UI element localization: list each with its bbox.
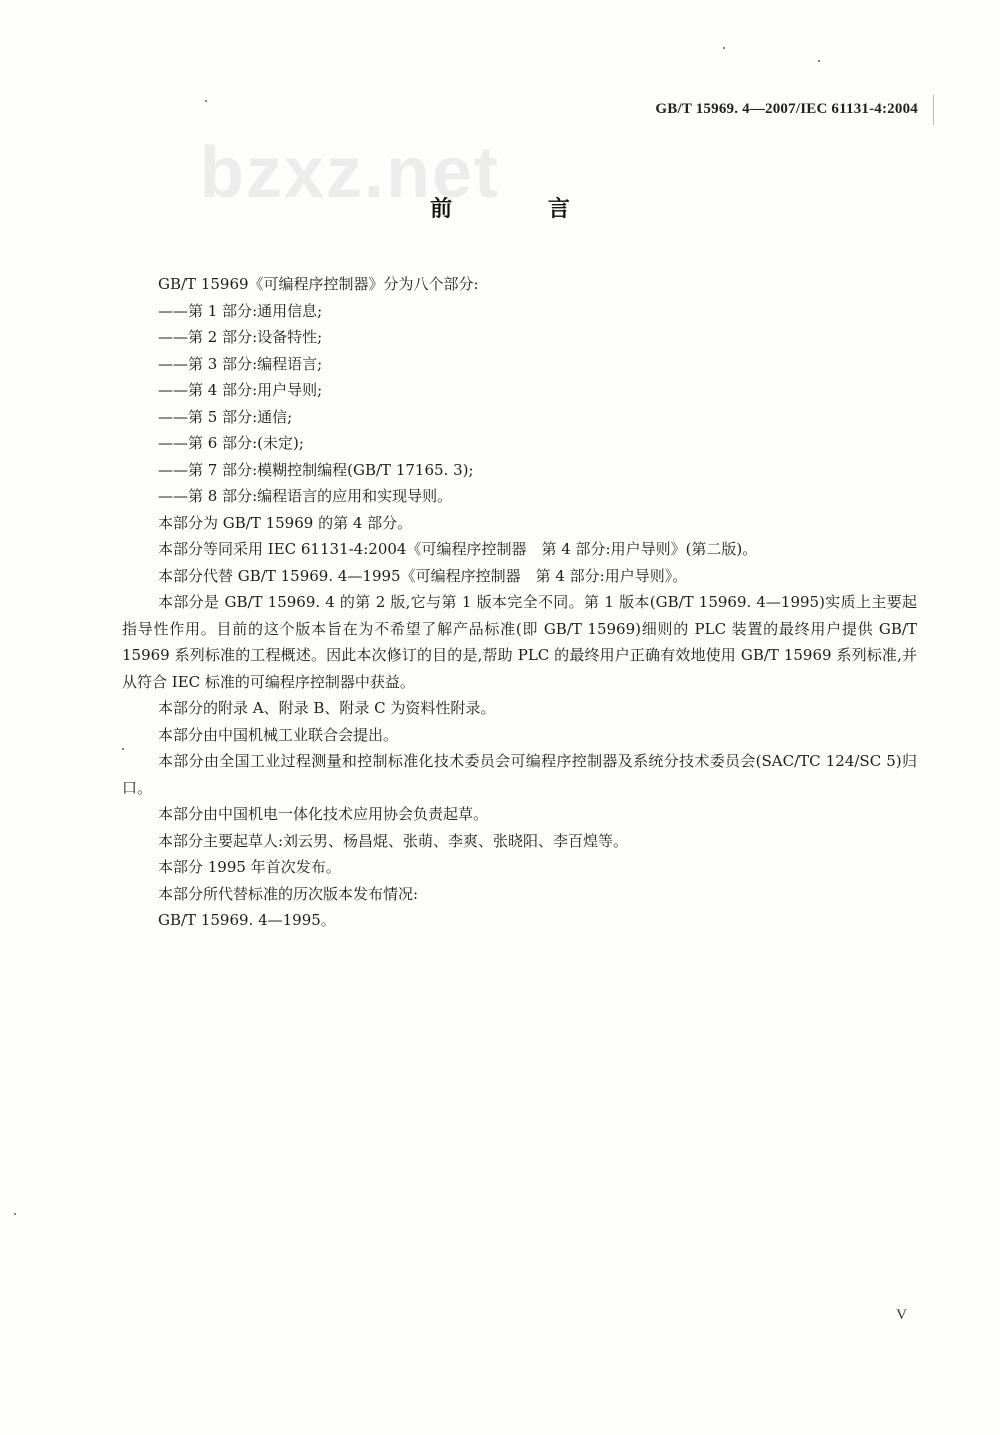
body-paragraph: 本部分由中国机电一体化技术应用协会负责起草。 bbox=[158, 805, 489, 823]
part-list-item: ——第 2 部分:设备特性; bbox=[158, 328, 323, 346]
body-paragraph: 本部分的附录 A、附录 B、附录 C 为资料性附录。 bbox=[158, 699, 496, 717]
body-paragraph: 本部分主要起草人:刘云男、杨昌焜、张萌、李爽、张晓阳、李百煌等。 bbox=[158, 831, 629, 850]
foreword-body bbox=[122, 271, 922, 934]
intro-paragraph: GB/T 15969《可编程序控制器》分为八个部分: bbox=[158, 275, 479, 293]
body-paragraph: GB/T 15969. 4—1995。 bbox=[158, 911, 336, 929]
part-list-item: ——第 6 部分:(未定); bbox=[158, 434, 304, 452]
scan-speck bbox=[205, 100, 207, 102]
body-paragraph: 本部分是 GB/T 15969. 4 的第 2 版,它与第 1 版本完全不同。第 1 版本(GB/T 15969. 4—1995)实质上主要起指导性作用。目前的这个版本旨在为不希望了解产品标准(即 GB/T 15969)细则的 PLC 装置的最终用户提供 GB/T 15969 系列标准的工程概述。因此本次修订的目的是,帮助 PLC 的最终用户正确有效地使用 GB/T 15969 系列标准,并从符合 IEC 标准的可编程序控制器中获益。 bbox=[122, 593, 922, 691]
part-list-item: ——第 7 部分:模糊控制编程(GB/T 17165. 3); bbox=[158, 460, 474, 479]
body-paragraph: 本部分由中国机械工业联合会提出。 bbox=[158, 725, 399, 744]
part-list-item: ——第 8 部分:编程语言的应用和实现导则。 bbox=[158, 487, 453, 505]
body-paragraph: 本部分 1995 年首次发布。 bbox=[158, 858, 341, 876]
scan-speck bbox=[818, 60, 820, 62]
standard-code-header: GB/T 15969. 4—2007/IEC 61131-4:2004 bbox=[655, 101, 918, 117]
scan-speck bbox=[723, 47, 725, 49]
body-paragraph: 本部分等同采用 IEC 61131-4:2004《可编程序控制器 第 4 部分:用户导则》(第二版)。 bbox=[158, 540, 758, 558]
part-list-item: ——第 3 部分:编程语言; bbox=[158, 354, 323, 373]
watermark-text: bzxz.net bbox=[200, 133, 501, 213]
part-list-item: ——第 1 部分:通用信息; bbox=[158, 301, 323, 320]
part-list-item: ——第 5 部分:通信; bbox=[158, 407, 293, 426]
body-paragraph: 本部分由全国工业过程测量和控制标准化技术委员会可编程序控制器及系统分技术委员会(SAC/TC 124/SC 5)归口。 bbox=[122, 752, 917, 797]
body-paragraph: 本部分为 GB/T 15969 的第 4 部分。 bbox=[158, 513, 413, 532]
page-number: V bbox=[896, 1307, 907, 1323]
part-list-item: ——第 4 部分:用户导则; bbox=[158, 381, 323, 399]
body-paragraph: 本部分所代替标准的历次版本发布情况: bbox=[158, 884, 419, 903]
scan-speck bbox=[14, 1213, 16, 1215]
scan-speck bbox=[122, 748, 124, 750]
page-title: 前 言 bbox=[430, 197, 614, 222]
scan-edge-line bbox=[933, 95, 934, 125]
body-paragraph: 本部分代替 GB/T 15969. 4—1995《可编程序控制器 第 4 部分:用户导则》。 bbox=[158, 566, 688, 585]
